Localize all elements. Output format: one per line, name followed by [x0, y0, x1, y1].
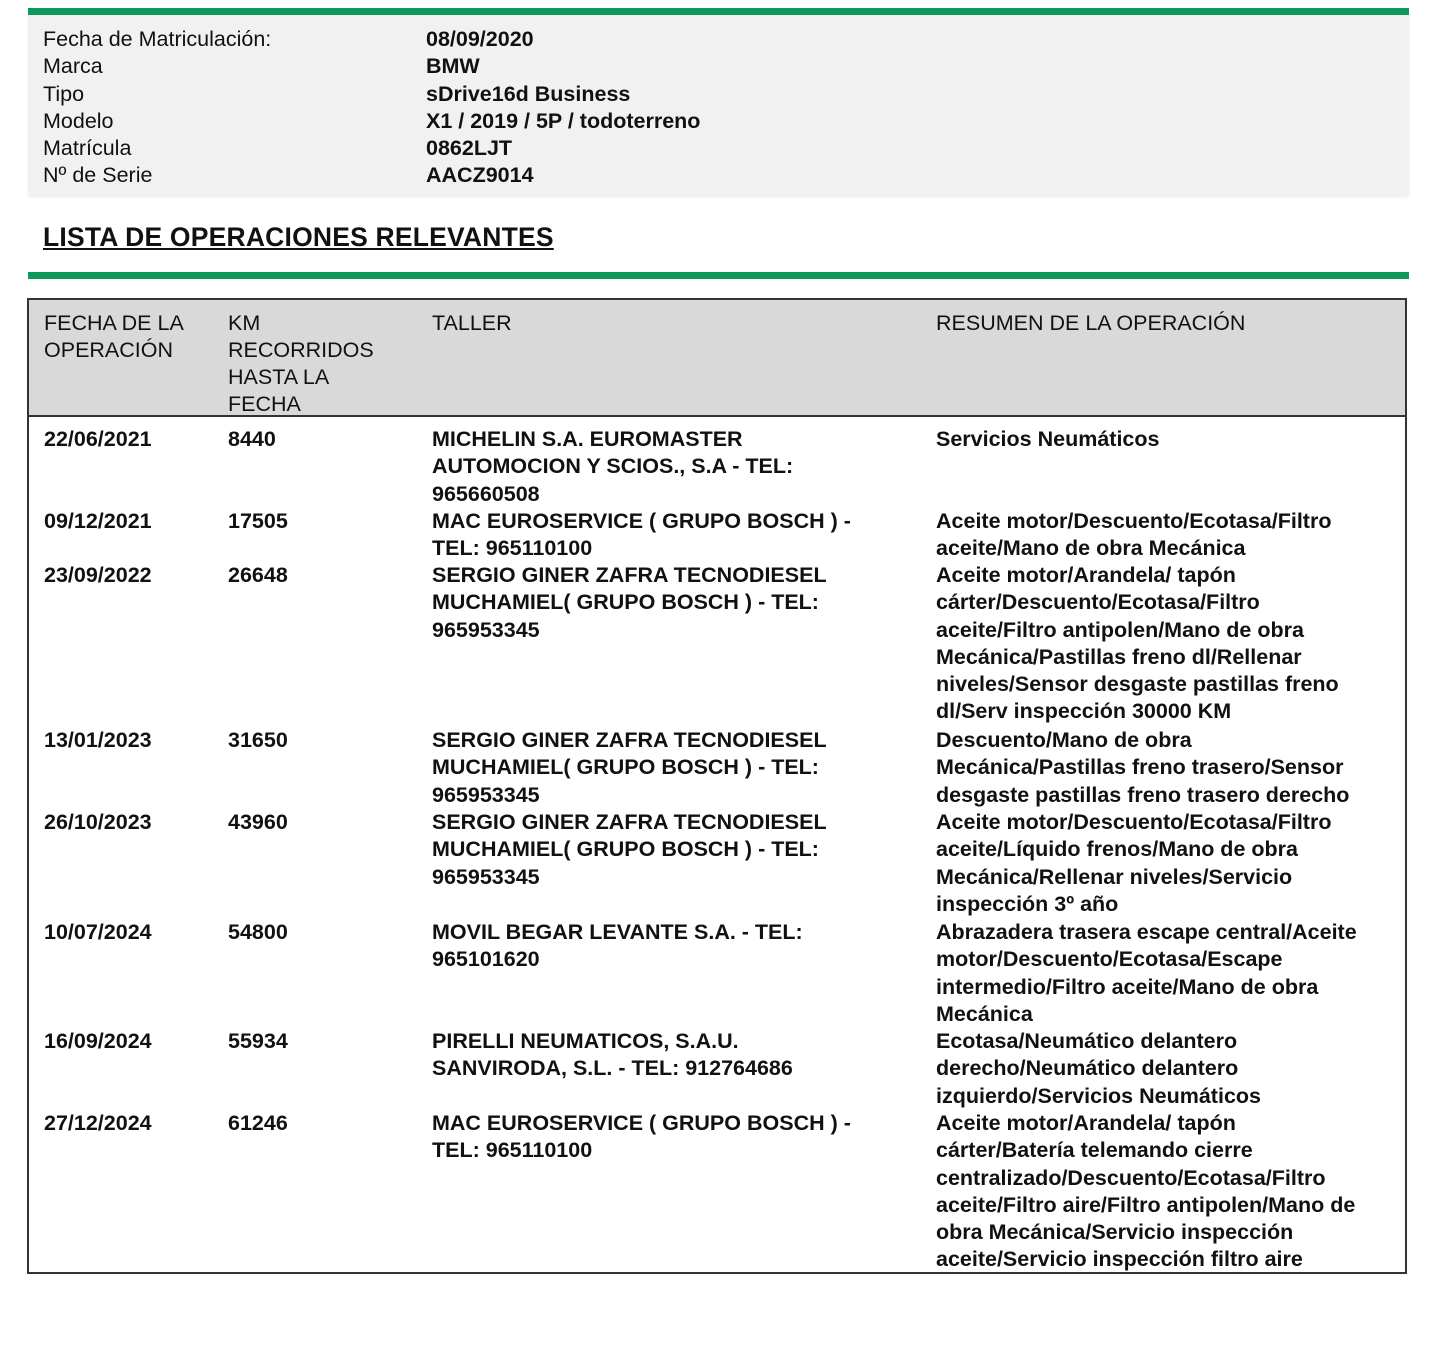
header-resumen-operacion: RESUMEN DE LA OPERACIÓN — [936, 311, 1246, 335]
cell-resumen: Ecotasa/Neumático delantero derecho/Neumático delantero izquierdo/Servicios Neumáticos — [936, 1029, 1261, 1108]
info-value: 08/09/2020 — [426, 27, 534, 51]
cell-taller: MAC EUROSERVICE ( GRUPO BOSCH ) - TEL: 965110100 — [432, 1111, 851, 1163]
info-label: Nº de Serie — [43, 163, 153, 187]
cell-km: 26648 — [228, 563, 288, 587]
operations-table — [27, 298, 1407, 1274]
vehicle-info-panel — [28, 15, 1409, 195]
cell-km: 54800 — [228, 920, 288, 944]
cell-resumen: Aceite motor/Descuento/Ecotasa/Filtro aceite/Líquido frenos/Mano de obra Mecánica/Rellenar niveles/Servicio inspección 3º año — [936, 810, 1332, 916]
info-label: Modelo — [43, 109, 114, 133]
cell-taller: MICHELIN S.A. EUROMASTER AUTOMOCION Y SCIOS., S.A - TEL: 965660508 — [432, 427, 794, 506]
cell-km: 8440 — [228, 427, 276, 451]
info-value: AACZ9014 — [426, 163, 534, 187]
cell-fecha: 10/07/2024 — [44, 920, 152, 944]
cell-resumen: Descuento/Mano de obra Mecánica/Pastillas freno trasero/Sensor desgaste pastillas freno trasero derecho — [936, 728, 1350, 807]
table-header — [29, 300, 1405, 417]
header-km-recorridos: KM RECORRIDOS HASTA LA FECHA — [228, 311, 374, 416]
cell-km: 43960 — [228, 810, 288, 834]
cell-km: 31650 — [228, 728, 288, 752]
cell-fecha: 22/06/2021 — [44, 427, 152, 451]
cell-resumen: Aceite motor/Arandela/ tapón cárter/Batería telemando cierre centralizado/Descuento/Ecotasa/Filtro aceite/Filtro aire/Filtro antipolen/Mano de obra Mecánica/Servicio inspección aceite/Servicio inspección filtro aire — [936, 1111, 1356, 1272]
top-accent-bar — [28, 8, 1409, 15]
header-fecha-operacion: FECHA DE LA OPERACIÓN — [44, 311, 184, 362]
cell-km: 55934 — [228, 1029, 288, 1053]
cell-fecha: 23/09/2022 — [44, 563, 152, 587]
cell-km: 17505 — [228, 509, 288, 533]
cell-taller: SERGIO GINER ZAFRA TECNODIESEL MUCHAMIEL( GRUPO BOSCH ) - TEL: 965953345 — [432, 810, 827, 889]
info-value: 0862LJT — [426, 136, 513, 160]
cell-resumen: Abrazadera trasera escape central/Aceite motor/Descuento/Ecotasa/Escape intermedio/Filtro aceite/Mano de obra Mecánica — [936, 920, 1357, 1026]
cell-taller: MAC EUROSERVICE ( GRUPO BOSCH ) - TEL: 965110100 — [432, 509, 851, 561]
info-label: Tipo — [43, 82, 85, 106]
cell-resumen: Aceite motor/Descuento/Ecotasa/Filtro aceite/Mano de obra Mecánica — [936, 509, 1332, 561]
info-label: Matrícula — [43, 136, 132, 160]
cell-fecha: 13/01/2023 — [44, 728, 152, 752]
info-value: BMW — [426, 54, 480, 78]
section-accent-bar — [28, 272, 1409, 279]
cell-fecha: 16/09/2024 — [44, 1029, 152, 1053]
cell-km: 61246 — [228, 1111, 288, 1135]
cell-resumen: Servicios Neumáticos — [936, 427, 1160, 451]
cell-taller: PIRELLI NEUMATICOS, S.A.U. SANVIRODA, S.L. - TEL: 912764686 — [432, 1029, 793, 1081]
info-label: Marca — [43, 54, 103, 78]
cell-fecha: 27/12/2024 — [44, 1111, 152, 1135]
cell-fecha: 26/10/2023 — [44, 810, 152, 834]
section-title: LISTA DE OPERACIONES RELEVANTES — [43, 222, 554, 252]
cell-taller: MOVIL BEGAR LEVANTE S.A. - TEL: 965101620 — [432, 920, 803, 972]
cell-taller: SERGIO GINER ZAFRA TECNODIESEL MUCHAMIEL( GRUPO BOSCH ) - TEL: 965953345 — [432, 728, 827, 807]
info-value: X1 / 2019 / 5P / todoterreno — [426, 109, 701, 133]
header-taller: TALLER — [432, 311, 512, 335]
cell-fecha: 09/12/2021 — [44, 509, 152, 533]
cell-resumen: Aceite motor/Arandela/ tapón cárter/Descuento/Ecotasa/Filtro aceite/Filtro antipolen/Mano de obra Mecánica/Pastillas freno dl/Rellenar niveles/Sensor desgaste pastillas freno dl/Serv inspección 30000 KM — [936, 563, 1339, 724]
cell-taller: SERGIO GINER ZAFRA TECNODIESEL MUCHAMIEL( GRUPO BOSCH ) - TEL: 965953345 — [432, 563, 827, 642]
info-value: sDrive16d Business — [426, 82, 631, 106]
info-label: Fecha de Matriculación: — [43, 27, 272, 51]
